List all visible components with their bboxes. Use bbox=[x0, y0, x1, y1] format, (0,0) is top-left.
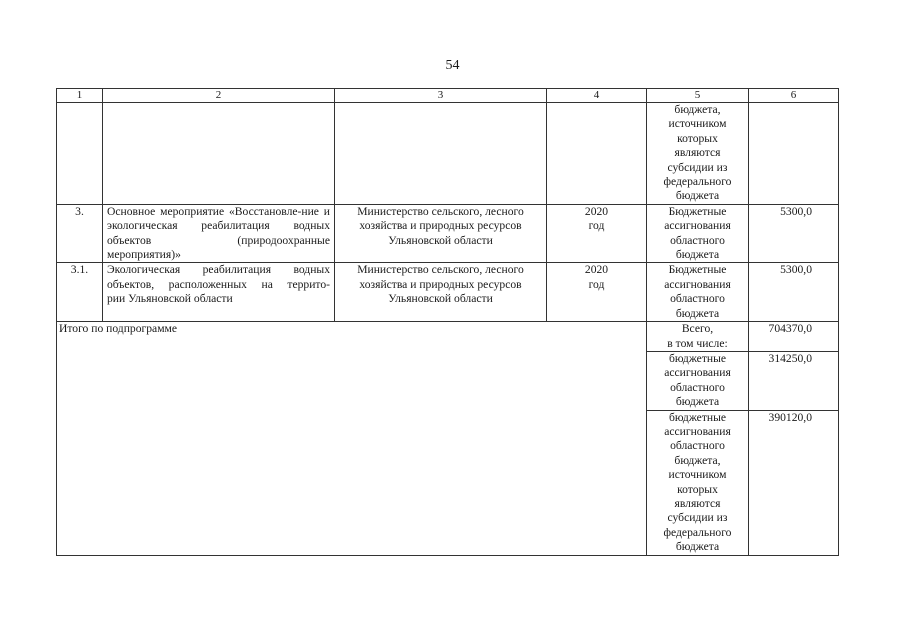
year-cell: 2020 год bbox=[547, 204, 647, 263]
column-number: 2 bbox=[103, 89, 335, 103]
activity-cell bbox=[103, 263, 335, 322]
table-row bbox=[57, 263, 839, 322]
activity-text: Экологическая реабилитация водных объектов, расположенных на террито- bbox=[107, 263, 330, 291]
executor-cell bbox=[335, 103, 547, 205]
activity-cell bbox=[103, 103, 335, 205]
total-row bbox=[57, 322, 839, 352]
year-cell bbox=[547, 103, 647, 205]
amount-cell bbox=[749, 103, 839, 205]
column-number: 6 bbox=[749, 89, 839, 103]
column-number: 1 bbox=[57, 89, 103, 103]
subprogram-table bbox=[56, 88, 839, 556]
column-numbers-row bbox=[57, 89, 839, 103]
total-amount-cell: 314250,0 bbox=[749, 351, 839, 410]
total-source-cell: бюджетные ассигнования областного бюджета bbox=[647, 351, 749, 410]
column-number: 4 bbox=[547, 89, 647, 103]
total-amount-cell: 704370,0 bbox=[749, 322, 839, 352]
total-amount-cell: 390120,0 bbox=[749, 410, 839, 555]
funding-source-cell: Бюджетные ассигнования областного бюджета bbox=[647, 204, 749, 263]
total-source-cell: бюджетные ассигнования областного бюджета, источником которых являются субсидии из федерального бюджета bbox=[647, 410, 749, 555]
column-number: 5 bbox=[647, 89, 749, 103]
table-row bbox=[57, 204, 839, 263]
activity-text-last-line: рии Ульяновской области bbox=[107, 292, 233, 306]
activity-text-last-line: мероприятия)» bbox=[107, 248, 181, 262]
funding-source-cell: бюджета, источником которых являются субсидии из федерального бюджета bbox=[647, 103, 749, 205]
activity-text: Основное мероприятие «Восстановле-ние и экологическая реабилитация водных объектов (природоохранные bbox=[107, 204, 330, 247]
executor-cell: Министерство сельского, лесного хозяйства и природных ресурсов Ульяновской области bbox=[335, 263, 547, 322]
amount-cell: 5300,0 bbox=[749, 204, 839, 263]
executor-cell: Министерство сельского, лесного хозяйства и природных ресурсов Ульяновской области bbox=[335, 204, 547, 263]
total-source-cell: Всего, в том числе: bbox=[647, 322, 749, 352]
column-number: 3 bbox=[335, 89, 547, 103]
year-cell: 2020 год bbox=[547, 263, 647, 322]
amount-cell: 5300,0 bbox=[749, 263, 839, 322]
page-number: 54 bbox=[445, 58, 460, 73]
table-row-continued bbox=[57, 103, 839, 205]
row-number-cell: 3.1. bbox=[57, 263, 103, 322]
funding-source-cell: Бюджетные ассигнования областного бюджета bbox=[647, 263, 749, 322]
activity-cell bbox=[103, 204, 335, 263]
row-number-cell: 3. bbox=[57, 204, 103, 263]
total-label-cell: Итого по подпрограмме bbox=[57, 322, 647, 556]
row-number-cell bbox=[57, 103, 103, 205]
